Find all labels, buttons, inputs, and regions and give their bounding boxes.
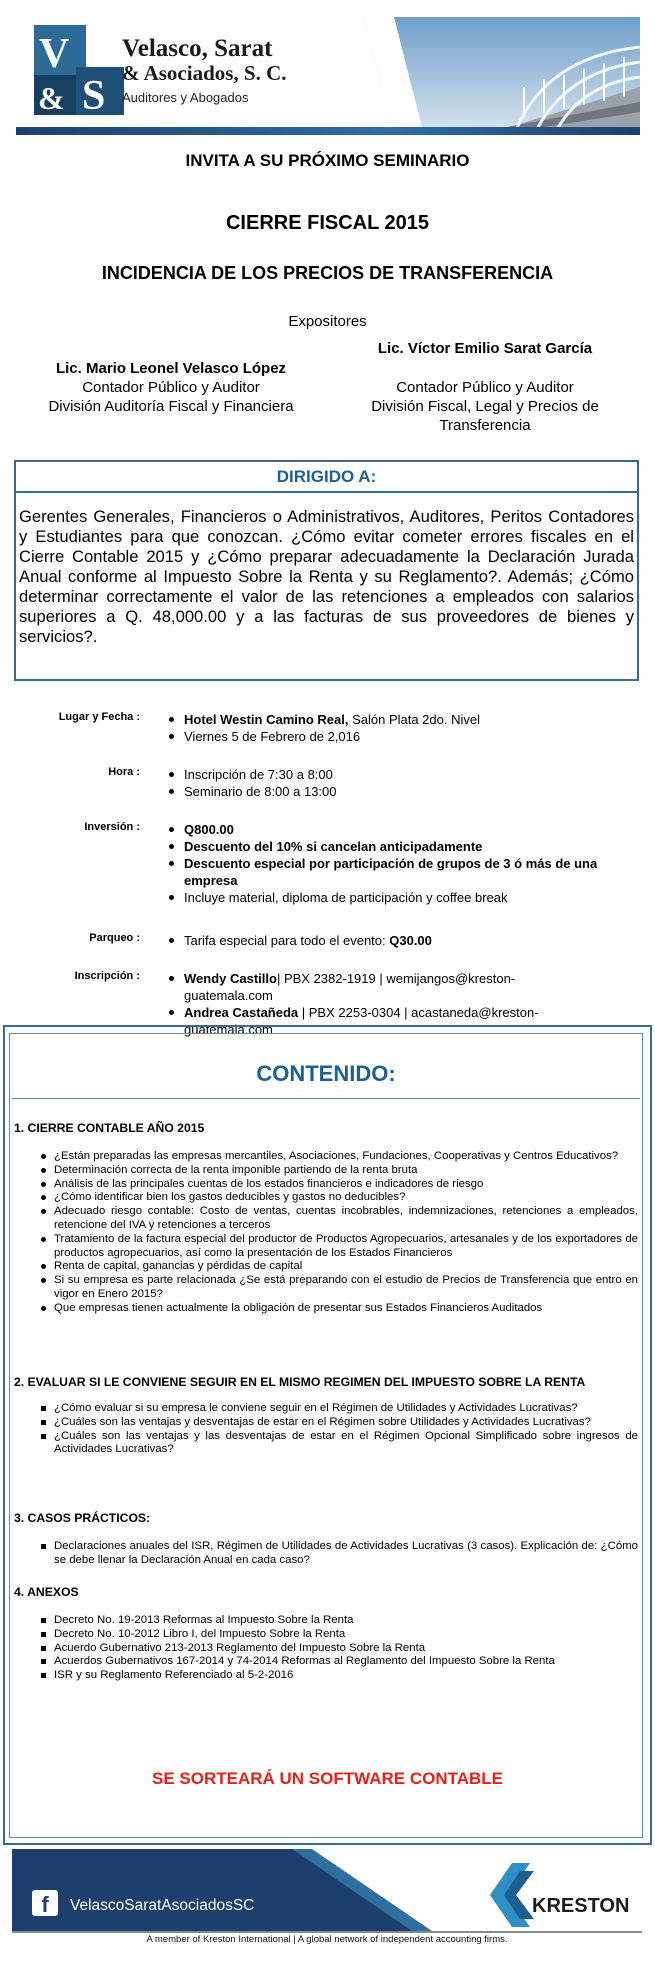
list-item: Tratamiento de la factura especial del productor de Productos Agropecuarios, artesanales y de los exportadores de productos agropecuarios, así como la presentación de los Estados Financieros bbox=[40, 1233, 638, 1261]
list-item: Viernes 5 de Febrero de 2,016 bbox=[166, 728, 631, 745]
parqueo-text: Tarifa especial para todo el evento: bbox=[184, 933, 390, 948]
list-item: Determinación correcta de la renta imponible partiendo de la renta bruta bbox=[40, 1164, 638, 1178]
list-item: Decreto No. 10-2012 Libro I, del Impuesto Sobre la Renta bbox=[40, 1628, 638, 1642]
contact-info[interactable]: | PBX 2253-0304 | acastaneda@kreston-guatemala.com bbox=[184, 1005, 539, 1037]
banner-bar bbox=[16, 127, 640, 135]
list-item: Acuerdo Gubernativo 213-2013 Reglamento del Impuesto Sobre la Renta bbox=[40, 1642, 638, 1656]
speaker-2 bbox=[345, 339, 625, 435]
section-list bbox=[40, 1402, 638, 1457]
list-item: ¿Cómo identificar bien los gastos deducibles y gastos no deducibles? bbox=[40, 1191, 638, 1205]
section-list bbox=[40, 1540, 638, 1568]
svg-text:V: V bbox=[39, 31, 70, 77]
detail-list bbox=[166, 711, 631, 745]
speaker-division: División Auditoría Fiscal y Financiera bbox=[48, 398, 294, 415]
speaker-name: Lic. Víctor Emilio Sarat García bbox=[377, 340, 593, 357]
speaker-name: Lic. Mario Leonel Velasco López bbox=[55, 360, 287, 377]
firm-name-line2: & Asociados, S. C. bbox=[122, 61, 287, 85]
section-list bbox=[40, 1614, 638, 1683]
list-item bbox=[166, 970, 586, 1004]
detail-label: Inversión : bbox=[84, 821, 140, 833]
parqueo-price: Q30.00 bbox=[389, 933, 432, 948]
list-item: Acuerdos Gubernativos 167-2014 y 74-2014 Reformas al Reglamento del Impuesto Sobre la Renta bbox=[40, 1655, 638, 1669]
footer-note: A member of Kreston International | A global network of independent accounting firms. bbox=[12, 1931, 642, 1945]
svg-text:&: & bbox=[38, 80, 65, 116]
list-item: Renta de capital, ganancias y pérdidas de capital bbox=[40, 1260, 638, 1274]
list-item: Adecuado riesgo contable: Costo de ventas, cuentas incobrables, indemnizaciones, retenciones a empleados, retencione del IVA y retenciones a terceros bbox=[40, 1205, 638, 1233]
header-banner bbox=[16, 17, 640, 135]
list-item: Descuento del 10% si cancelan anticipadamente bbox=[166, 838, 631, 855]
speaker-role: Contador Público y Auditor bbox=[82, 379, 260, 396]
list-item: Incluye material, diploma de participación y coffee break bbox=[166, 889, 631, 906]
divider bbox=[12, 1098, 640, 1099]
dirigido-box bbox=[14, 460, 639, 681]
list-item: ¿Cuáles son las ventajas y desventajas de estar en el Régimen sobre Utilidades y Actividades Lucrativas? bbox=[40, 1416, 638, 1430]
footer-background bbox=[12, 1849, 642, 1931]
list-item: Si su empresa es parte relacionada ¿Se está preparando con el estudio de Precios de Transferencia que entro en vigor en Enero 2015? bbox=[40, 1274, 638, 1302]
detail-label: Inscripción : bbox=[74, 970, 140, 982]
firm-name bbox=[122, 37, 287, 110]
bridge-photo-icon bbox=[364, 17, 640, 135]
firm-tagline: Auditores y Abogados bbox=[122, 90, 249, 105]
list-item: ¿Cómo evaluar si su empresa le conviene seguir en el Régimen de Utilidades y Actividades Lucrativas? bbox=[40, 1402, 638, 1416]
kreston-wordmark: KRESTON bbox=[532, 1895, 630, 1917]
facebook-page-name[interactable]: VelascoSaratAsociadosSC bbox=[70, 1897, 255, 1914]
hotel-name: Hotel Westin Camino Real, bbox=[184, 712, 349, 727]
detail-label: Hora : bbox=[108, 766, 140, 778]
expositores-label: Expositores bbox=[288, 313, 367, 330]
firm-name-line1: Velasco, Sarat bbox=[122, 35, 273, 62]
list-item: Análisis de las principales cuentas de los estados financieros e indicadores de riesgo bbox=[40, 1178, 638, 1192]
list-item: Seminario de 8:00 a 13:00 bbox=[166, 783, 631, 800]
list-item: ISR y su Reglamento Referenciado al 5-2-2016 bbox=[40, 1669, 638, 1683]
list-item: Decreto No. 19-2013 Reformas al Impuesto Sobre la Renta bbox=[40, 1614, 638, 1628]
detail-list bbox=[166, 932, 631, 949]
svg-text:S: S bbox=[82, 73, 106, 119]
contact-name: Andrea Castañeda bbox=[184, 1005, 299, 1020]
list-item: Q800.00 bbox=[166, 821, 631, 838]
list-item: Que empresas tienen actualmente la obligación de presentar sus Estados Financieros Auditados bbox=[40, 1302, 638, 1316]
seminar-subtitle: INCIDENCIA DE LOS PRECIOS DE TRANSFERENCIA bbox=[101, 263, 554, 283]
list-item: ¿Están preparadas las empresas mercantiles, Asociaciones, Fundaciones, Cooperativas y Centros Educativos? bbox=[40, 1150, 638, 1164]
speaker-1 bbox=[30, 359, 312, 416]
detail-list bbox=[166, 821, 631, 906]
invite-heading: INVITA A SU PRÓXIMO SEMINARIO bbox=[185, 151, 470, 170]
kreston-logo-icon bbox=[490, 1863, 536, 1927]
detail-label: Lugar y Fecha : bbox=[58, 711, 140, 723]
contact-name: Wendy Castillo bbox=[184, 971, 277, 986]
list-item: Inscripción de 7:30 a 8:00 bbox=[166, 766, 631, 783]
list-item: Declaraciones anuales del ISR, Régimen de Utilidades de Actividades Lucrativas (3 casos). Explicación de: ¿Cómo se debe llenar la Declaración Anual en cada caso? bbox=[40, 1540, 638, 1568]
detail-label: Parqueo : bbox=[89, 932, 140, 944]
section-list bbox=[40, 1150, 638, 1316]
section-title: 4. ANEXOS bbox=[14, 1585, 79, 1599]
salon-name: Salón Plata 2do. Nivel bbox=[348, 712, 480, 727]
contact-info[interactable]: | PBX 2382-1919 | wemijangos@kreston-guatemala.com bbox=[184, 971, 516, 1003]
section-title: 2. EVALUAR SI LE CONVIENE SEGUIR EN EL MISMO REGIMEN DEL IMPUESTO SOBRE LA RENTA bbox=[14, 1375, 586, 1389]
dirigido-body: Gerentes Generales, Financieros o Administrativos, Auditores, Peritos Contadores y Estudiantes para que conozcan. ¿Cómo evitar cometer errores fiscales en el Cierre Contable 2015 y ¿Cómo preparar adecuadamente la Declaración Jurada Anual conforme al Impuesto Sobre la Renta y su Reglamento?. Además; ¿Cómo determinar correctamente el valor de las retenciones a empleados con salarios superiores a Q. 48,000.00 y a las facturas de sus proveedores de bienes y servicios?. bbox=[19, 507, 634, 646]
dirigido-heading: DIRIGIDO A: bbox=[16, 462, 637, 493]
facebook-icon[interactable]: f bbox=[32, 1890, 58, 1916]
speaker-role: Contador Público y Auditor bbox=[396, 379, 574, 396]
detail-list bbox=[166, 766, 631, 800]
list-item bbox=[166, 932, 631, 949]
seminar-title: CIERRE FISCAL 2015 bbox=[225, 212, 430, 234]
footer bbox=[12, 1849, 642, 1945]
list-item bbox=[166, 711, 631, 728]
raffle-announcement: SE SORTEARÁ UN SOFTWARE CONTABLE bbox=[151, 1769, 504, 1788]
section-title: 1. CIERRE CONTABLE AÑO 2015 bbox=[14, 1121, 205, 1135]
vs-logo-icon bbox=[30, 23, 128, 121]
contenido-heading: CONTENIDO: bbox=[256, 1061, 396, 1086]
list-item: ¿Cuáles son las ventajas y las desventajas de estar en el Régimen Opcional Simplificado sobre ingresos de Actividades Lucrativas? bbox=[40, 1430, 638, 1458]
list-item: Descuento especial por participación de grupos de 3 ó más de una empresa bbox=[166, 855, 631, 889]
section-title: 3. CASOS PRÁCTICOS: bbox=[14, 1511, 151, 1525]
speaker-division: División Fiscal, Legal y Precios de Transferencia bbox=[371, 398, 599, 434]
